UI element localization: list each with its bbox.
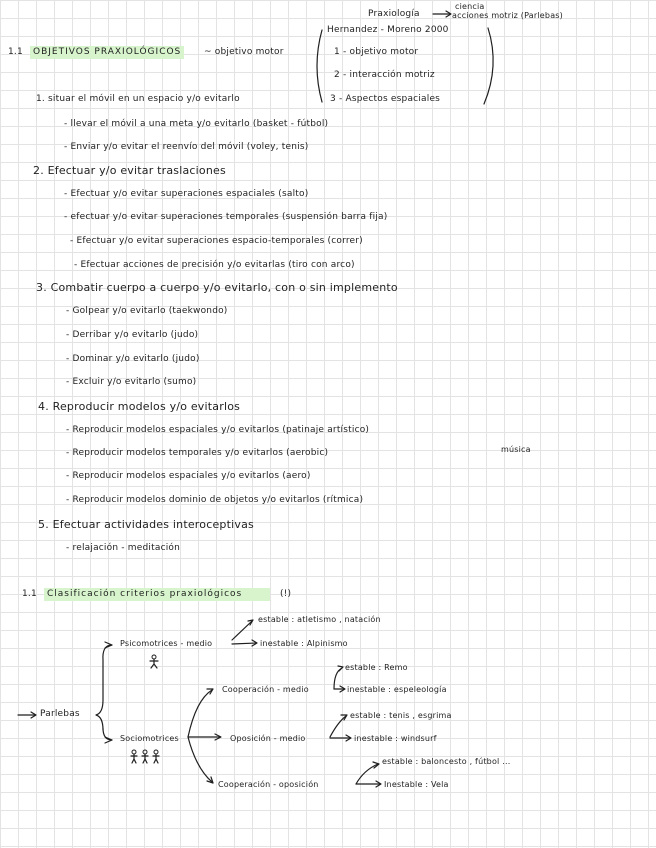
objective-sub: - Reproducir modelos espaciales y/o evitarlos (aero) [66, 471, 311, 481]
section-2-number: 1.1 [22, 589, 37, 599]
author-label: Hernandez - Moreno 2000 [327, 25, 449, 35]
opos-stable: estable : tenis , esgrima [350, 711, 452, 720]
objective-sub: - Golpear y/o evitarlo (taekwondo) [66, 306, 228, 316]
section-1-subtitle: ~ objetivo motor [204, 47, 284, 57]
objective-sub: - Efectuar y/o evitar superaciones espaciales (salto) [64, 189, 309, 199]
psicomotrices-label: Psicomotrices - medio [120, 639, 213, 648]
praxiologia-label: Praxiología [368, 9, 420, 19]
objective-sub: - Efectuar acciones de precisión y/o evitarlas (tiro con arco) [74, 260, 355, 270]
cooperacion-label: Cooperación - medio [222, 685, 309, 694]
objective-title: 5. Efectuar actividades interoceptivas [38, 518, 254, 531]
objective-sub: - Reproducir modelos dominio de objetos y/o evitarlos (rítmica) [66, 495, 364, 505]
objective-sub: - llevar el móvil a una meta y/o evitarlo (basket - fútbol) [64, 119, 329, 129]
section-1-title: OBJETIVOS PRAXIOLÓGICOS [30, 46, 184, 59]
oposicion-label: Oposición - medio [230, 734, 306, 743]
objective-sub: - Excluir y/o evitarlo (sumo) [66, 377, 197, 387]
coopopos-stable: estable : baloncesto , fútbol ... [382, 757, 511, 766]
objective-title: 2. Efectuar y/o evitar traslaciones [33, 164, 226, 177]
root-parlebas: Parlebas [40, 709, 80, 719]
objective-sub: - Reproducir modelos espaciales y/o evitarlos (patinaje artístico) [66, 425, 370, 435]
musica-note: música [501, 445, 531, 454]
objective-sub: - Efectuar y/o evitar superaciones espacio-temporales (correr) [70, 236, 363, 246]
section-1-number: 1.1 [8, 47, 23, 57]
objective-sub: - Enviar y/o evitar el reenvío del móvil (voley, tenis) [64, 142, 309, 152]
psico-stable: estable : atletismo , natación [258, 615, 381, 624]
objective-sub: - efectuar y/o evitar superaciones temporales (suspensión barra fija) [64, 212, 388, 222]
objective-title: 1. situar el móvil en un espacio y/o evitarlo [36, 94, 240, 104]
objective-sub: - Derribar y/o evitarlo (judo) [66, 330, 199, 340]
coop-unstable: inestable : espeleología [347, 685, 447, 694]
sociomotrices-label: Sociomotrices [120, 734, 179, 743]
opos-unstable: inestable : windsurf [354, 734, 437, 743]
objective-sub: - Dominar y/o evitarlo (judo) [66, 354, 200, 364]
objective-sub: - Reproducir modelos temporales y/o evitarlos (aerobic) [66, 448, 329, 458]
ciencia-label: ciencia [455, 2, 485, 11]
objective-title: 4. Reproducir modelos y/o evitarlos [38, 400, 241, 413]
acciones-motrices-label: acciones motriz (Parlebas) [452, 11, 563, 20]
coopopos-unstable: Inestable : Vela [384, 780, 449, 789]
section-2-title: Clasificación criterios praxiológicos [44, 588, 270, 601]
top-list-item: 2 - interacción motriz [334, 70, 435, 80]
objective-title: 3. Combatir cuerpo a cuerpo y/o evitarlo, con o sin implemento [36, 281, 398, 294]
objective-sub: - relajación - meditación [66, 543, 181, 553]
top-list-item: 1 - objetivo motor [334, 47, 419, 57]
coop-oposicion-label: Cooperación - oposición [218, 780, 319, 789]
coop-stable: estable : Remo [345, 663, 408, 672]
top-list-item: 3 - Aspectos espaciales [330, 94, 441, 104]
psico-unstable: inestable : Alpinismo [260, 639, 348, 648]
section-2-mark: (!) [280, 589, 292, 599]
